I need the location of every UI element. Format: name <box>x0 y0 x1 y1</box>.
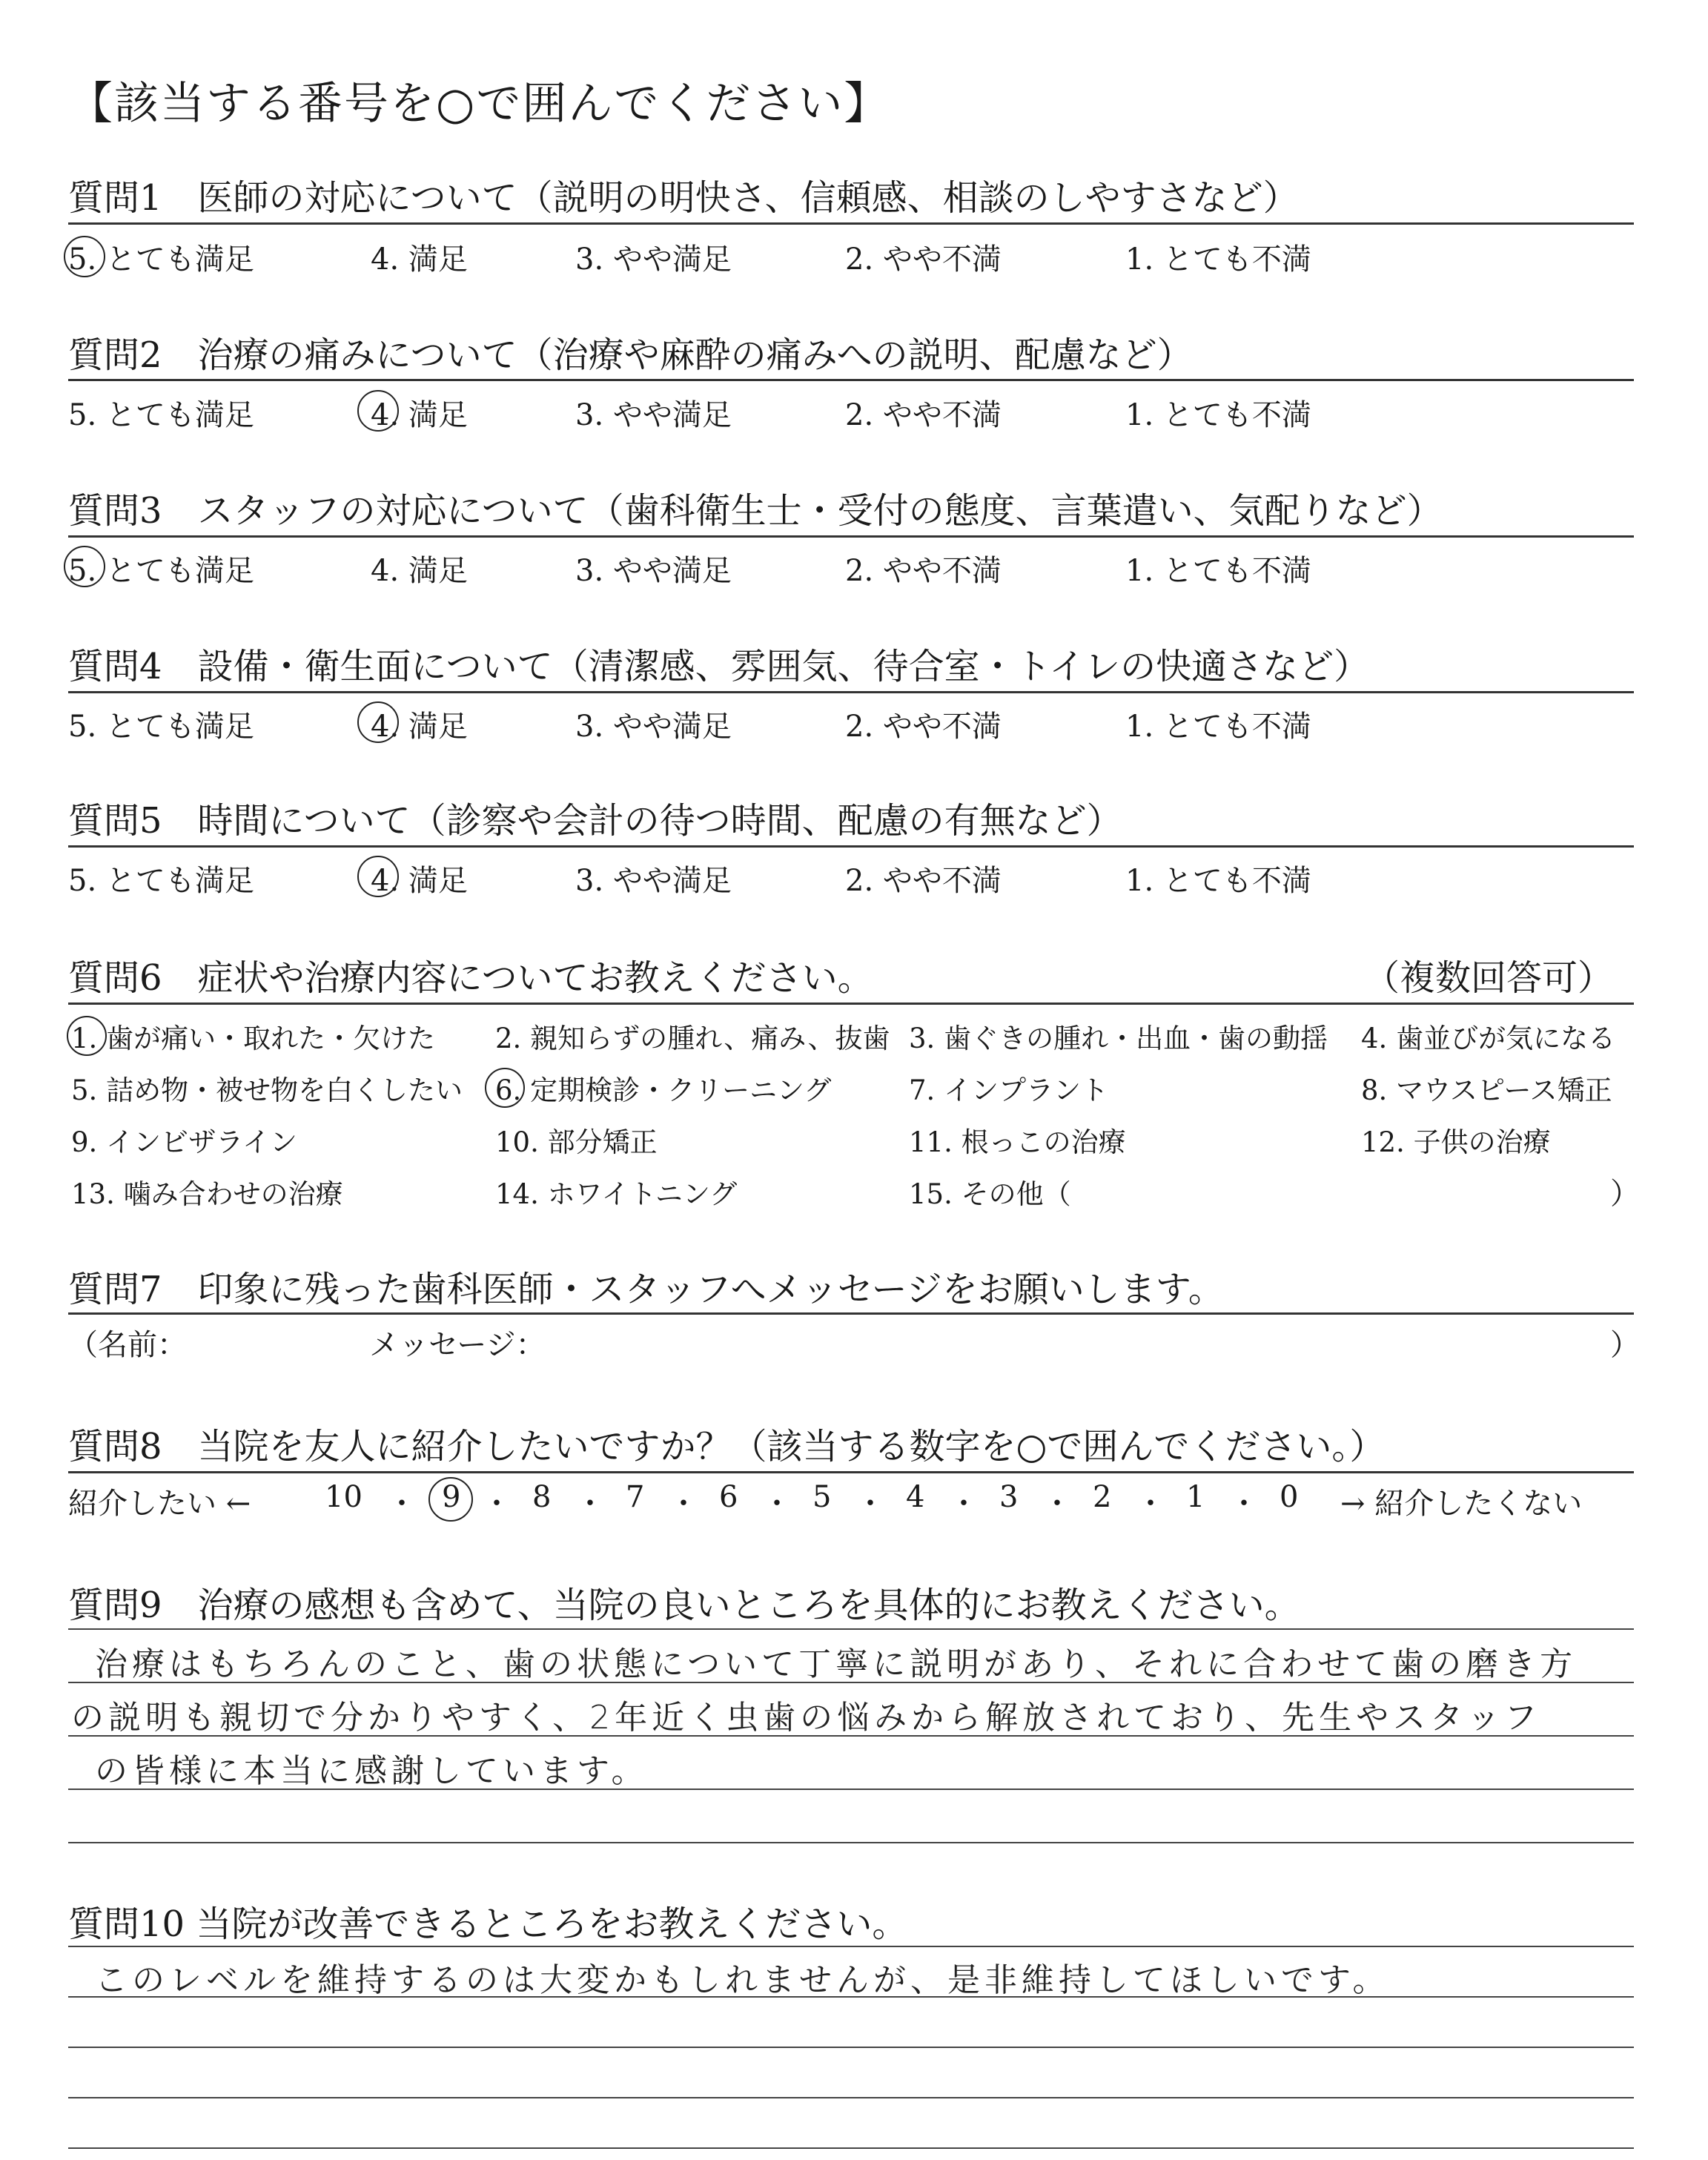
q6-option-10[interactable]: 10. 部分矯正 <box>495 1126 658 1158</box>
q8-separator: ・ <box>949 1487 979 1521</box>
q8-scale-4[interactable]: 4 <box>906 1480 925 1514</box>
q8-separator: ・ <box>1042 1487 1072 1521</box>
q6-option-5[interactable]: 5. 詰め物・被せ物を白くしたい <box>71 1074 463 1106</box>
q8-separator: ・ <box>1136 1487 1165 1521</box>
q8-separator: ・ <box>1229 1487 1259 1521</box>
question-1-title: 質問1 医師の対応について（説明の明快さ、信頼感、相談のしやすさなど） <box>68 177 1299 219</box>
q8-scale-8[interactable]: 8 <box>532 1480 552 1514</box>
q8-selection-circle <box>428 1477 473 1522</box>
q9-answer-line <box>68 1842 1634 1843</box>
question-7-rule <box>68 1312 1634 1315</box>
q7-name-label: （名前： <box>68 1328 187 1362</box>
question-5-rule <box>68 845 1634 848</box>
q2-option-4[interactable]: 4. 満足 <box>371 398 468 432</box>
q10-answer-line <box>68 2047 1634 2048</box>
q8-scale-5[interactable]: 5 <box>812 1480 832 1514</box>
q6-option-4[interactable]: 4. 歯並びが気になる <box>1361 1023 1616 1054</box>
q2-selection-circle <box>357 390 399 432</box>
q8-scale-2[interactable]: 2 <box>1093 1480 1112 1514</box>
q10-answer-line <box>68 2147 1634 2149</box>
q6-option-8[interactable]: 8. マウスピース矯正 <box>1361 1074 1612 1106</box>
question-3-rule <box>68 535 1634 538</box>
q4-option-5[interactable]: 5. とても満足 <box>68 710 254 744</box>
q8-scale-10[interactable]: 10 <box>325 1480 363 1514</box>
q8-separator: ・ <box>387 1487 417 1521</box>
q10-answer-line <box>68 1946 1634 1947</box>
q4-option-1[interactable]: 1. とても不満 <box>1125 710 1311 744</box>
q5-option-1[interactable]: 1. とても不満 <box>1125 864 1311 898</box>
question-3-title: 質問3 スタッフの対応について（歯科衛生士・受付の態度、言葉遣い、気配りなど） <box>68 490 1443 532</box>
q8-left-label: 紹介したい ← <box>68 1487 251 1521</box>
q4-option-4[interactable]: 4. 満足 <box>371 710 468 744</box>
q6-option-11[interactable]: 11. 根っこの治療 <box>909 1126 1126 1158</box>
question-4-rule <box>68 691 1634 693</box>
q8-scale-3[interactable]: 3 <box>999 1480 1019 1514</box>
q1-option-2[interactable]: 2. やや不満 <box>845 242 1002 277</box>
q6-option-1[interactable]: 1. 歯が痛い・取れた・欠けた <box>71 1023 436 1054</box>
q6-option-3[interactable]: 3. 歯ぐきの腫れ・出血・歯の動揺 <box>909 1023 1328 1054</box>
q7-message-label: メッセージ： <box>369 1328 546 1362</box>
q8-scale-7[interactable]: 7 <box>626 1480 645 1514</box>
q9-handwritten-line: の説明も親切で分かりやすく、2年近く虫歯の悩みから解放されており、先生やスタッフ <box>71 1699 1542 1737</box>
q3-option-2[interactable]: 2. やや不満 <box>845 554 1002 588</box>
q5-selection-circle <box>357 856 399 897</box>
q8-separator: ・ <box>855 1487 885 1521</box>
q6-option-15-close: ） <box>1610 1177 1640 1211</box>
question-4-title: 質問4 設備・衛生面について（清潔感、雰囲気、待合室・トイレの快適さなど） <box>68 646 1370 687</box>
question-6-title: 質問6 症状や治療内容についてお教えください。 <box>68 957 873 999</box>
q1-option-1[interactable]: 1. とても不満 <box>1125 242 1311 277</box>
q6-option-13[interactable]: 13. 噛み合わせの治療 <box>71 1178 343 1210</box>
q3-option-5[interactable]: 5. とても満足 <box>68 554 254 588</box>
q1-selection-circle <box>64 236 105 277</box>
q10-answer-line <box>68 2097 1634 2098</box>
q2-option-2[interactable]: 2. やや不満 <box>845 398 1002 432</box>
question-1-rule <box>68 222 1634 225</box>
q8-separator: ・ <box>762 1487 792 1521</box>
q6-option-14[interactable]: 14. ホワイトニング <box>495 1178 738 1210</box>
q3-option-3[interactable]: 3. やや満足 <box>575 554 732 588</box>
q6-option-15[interactable]: 15. その他（ <box>909 1178 1071 1210</box>
q9-answer-line <box>68 1628 1634 1630</box>
q9-handwritten-line: 治療はもちろんのこと、歯の状態について丁寧に説明があり、それに合わせて歯の磨き方 <box>95 1645 1578 1683</box>
q3-option-4[interactable]: 4. 満足 <box>371 554 468 588</box>
q5-option-2[interactable]: 2. やや不満 <box>845 864 1002 898</box>
q5-option-3[interactable]: 3. やや満足 <box>575 864 732 898</box>
question-2-title: 質問2 治療の痛みについて（治療や麻酔の痛みへの説明、配慮など） <box>68 334 1193 376</box>
q1-option-3[interactable]: 3. やや満足 <box>575 242 732 277</box>
q6-option-6[interactable]: 6. 定期検診・クリーニング <box>495 1074 832 1106</box>
q6-option-2[interactable]: 2. 親知らずの腫れ、痛み、抜歯 <box>495 1023 890 1054</box>
q5-option-4[interactable]: 4. 満足 <box>371 864 468 898</box>
q7-close-paren: ） <box>1610 1328 1640 1362</box>
q8-scale-1[interactable]: 1 <box>1186 1480 1205 1514</box>
page-heading: 【該当する番号を○で囲んでください】 <box>68 78 890 130</box>
q6-option-7[interactable]: 7. インプラント <box>909 1074 1109 1106</box>
question-8-title: 質問8 当院を友人に紹介したいですか？（該当する数字を○で囲んでください。） <box>68 1426 1386 1467</box>
q1-option-5[interactable]: 5. とても満足 <box>68 242 254 277</box>
q6-option-9[interactable]: 9. インビザライン <box>71 1126 297 1158</box>
question-7-title: 質問7 印象に残った歯科医師・スタッフへメッセージをお願いします。 <box>68 1269 1224 1310</box>
q8-separator: ・ <box>575 1487 605 1521</box>
q6-selection-circle-6 <box>485 1068 525 1108</box>
question-6-note: （複数回答可） <box>1364 957 1614 999</box>
q8-scale-0[interactable]: 0 <box>1280 1480 1299 1514</box>
q4-selection-circle <box>357 701 399 743</box>
question-2-rule <box>68 379 1634 381</box>
q8-separator: ・ <box>482 1487 512 1521</box>
question-5-title: 質問5 時間について（診察や会計の待つ時間、配慮の有無など） <box>68 800 1122 842</box>
q2-option-5[interactable]: 5. とても満足 <box>68 398 254 432</box>
q8-right-label: → 紹介したくない <box>1340 1487 1583 1521</box>
q6-option-12[interactable]: 12. 子供の治療 <box>1361 1126 1551 1158</box>
q1-option-4[interactable]: 4. 満足 <box>371 242 468 277</box>
q8-separator: ・ <box>669 1487 698 1521</box>
q10-handwritten-line: このレベルを維持するのは大変かもしれませんが、是非維持してほしいです。 <box>95 1961 1390 1999</box>
q2-option-3[interactable]: 3. やや満足 <box>575 398 732 432</box>
q5-option-5[interactable]: 5. とても満足 <box>68 864 254 898</box>
q3-selection-circle <box>64 546 105 587</box>
q8-scale-6[interactable]: 6 <box>719 1480 738 1514</box>
q8-scale-9[interactable]: 9 <box>442 1480 461 1514</box>
question-6-rule <box>68 1003 1634 1005</box>
q2-option-1[interactable]: 1. とても不満 <box>1125 398 1311 432</box>
question-10-title: 質問10 当院が改善できるところをお教えください。 <box>68 1903 908 1945</box>
question-8-rule <box>68 1471 1634 1473</box>
q9-handwritten-line: の皆様に本当に感謝しています。 <box>95 1752 649 1790</box>
q4-option-2[interactable]: 2. やや不満 <box>845 710 1002 744</box>
q4-option-3[interactable]: 3. やや満足 <box>575 710 732 744</box>
q6-selection-circle-1 <box>67 1016 107 1056</box>
q3-option-1[interactable]: 1. とても不満 <box>1125 554 1311 588</box>
question-9-title: 質問9 治療の感想も含めて、当院の良いところを具体的にお教えください。 <box>68 1585 1300 1626</box>
